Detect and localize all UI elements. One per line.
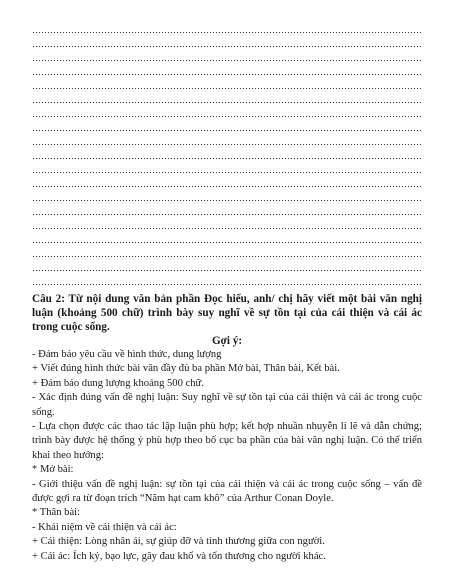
dotted-answer-line	[32, 134, 422, 148]
dotted-answer-line	[32, 22, 422, 36]
dotted-answer-line	[32, 120, 422, 134]
dotted-answer-line	[32, 190, 422, 204]
hint-line: + Viết đúng hình thức bài văn đầy đủ ba phần Mở bài, Thân bài, Kết bài.	[32, 363, 340, 375]
hint-line: * Mở bài:	[32, 464, 74, 476]
dotted-answer-line	[32, 274, 422, 288]
dotted-answer-line	[32, 92, 422, 106]
dotted-answer-line	[32, 148, 422, 162]
answer-dotted-lines	[32, 22, 422, 288]
dotted-answer-line	[32, 64, 422, 78]
hint-line: - Xác định đúng vấn đề nghị luận: Suy nghĩ về sự tồn tại của cái thiện và cái ác trong cuộc sống.	[32, 392, 422, 418]
question-2: Câu 2: Từ nội dung văn bản phần Đọc hiểu, anh/ chị hãy viết một bài văn nghị luận (khoảng 500 chữ) trình bày suy nghĩ về sự tồn tại của cái thiện và cái ác trong cuộc sống.	[32, 293, 422, 333]
dotted-answer-line	[32, 204, 422, 218]
dotted-answer-line	[32, 246, 422, 260]
hint-content	[32, 348, 422, 564]
hint-line: - Đảm bảo yêu cầu về hình thức, dung lượng	[32, 349, 222, 360]
hint-line: * Thân bài:	[32, 507, 81, 519]
hint-title: Gợi ý:	[211, 335, 243, 347]
dotted-answer-line	[32, 176, 422, 190]
hint-line: - Khái niệm về cái thiện và cái ác:	[32, 521, 177, 533]
dotted-answer-line	[32, 50, 422, 64]
dotted-answer-line	[32, 260, 422, 274]
hint-line: + Cái thiện: Lòng nhân ái, sự giúp đỡ và tình thương giữa con người.	[32, 536, 325, 548]
dotted-answer-line	[32, 218, 422, 232]
hint-line: - Lựa chọn được các thao tác lập luận phù hợp; kết hợp nhuần nhuyễn lí lẽ và dẫn chứng; trình bày được hệ thống ý phù hợp theo bố cục ba phần của bài văn nghị luận. Có thể triển khai theo hướng:	[32, 421, 422, 461]
dotted-answer-line	[32, 36, 422, 50]
hint-line: + Cái ác: Ích kỷ, bạo lực, gây đau khổ và tổn thương cho người khác.	[32, 550, 326, 562]
dotted-answer-line	[32, 78, 422, 92]
hint-line: - Giới thiệu vấn đề nghị luận: sự tồn tại của cái thiện và cái ác trong cuộc sống – vấn đề được gợi ra từ đoạn trích “Năm hạt cam khô” của Arthur Conan Doyle.	[32, 478, 422, 505]
dotted-answer-line	[32, 232, 422, 246]
document-page	[32, 22, 422, 564]
hint-line: + Đảm bảo dung lượng khoảng 500 chữ.	[32, 377, 204, 389]
dotted-answer-line	[32, 106, 422, 120]
dotted-answer-line	[32, 162, 422, 176]
